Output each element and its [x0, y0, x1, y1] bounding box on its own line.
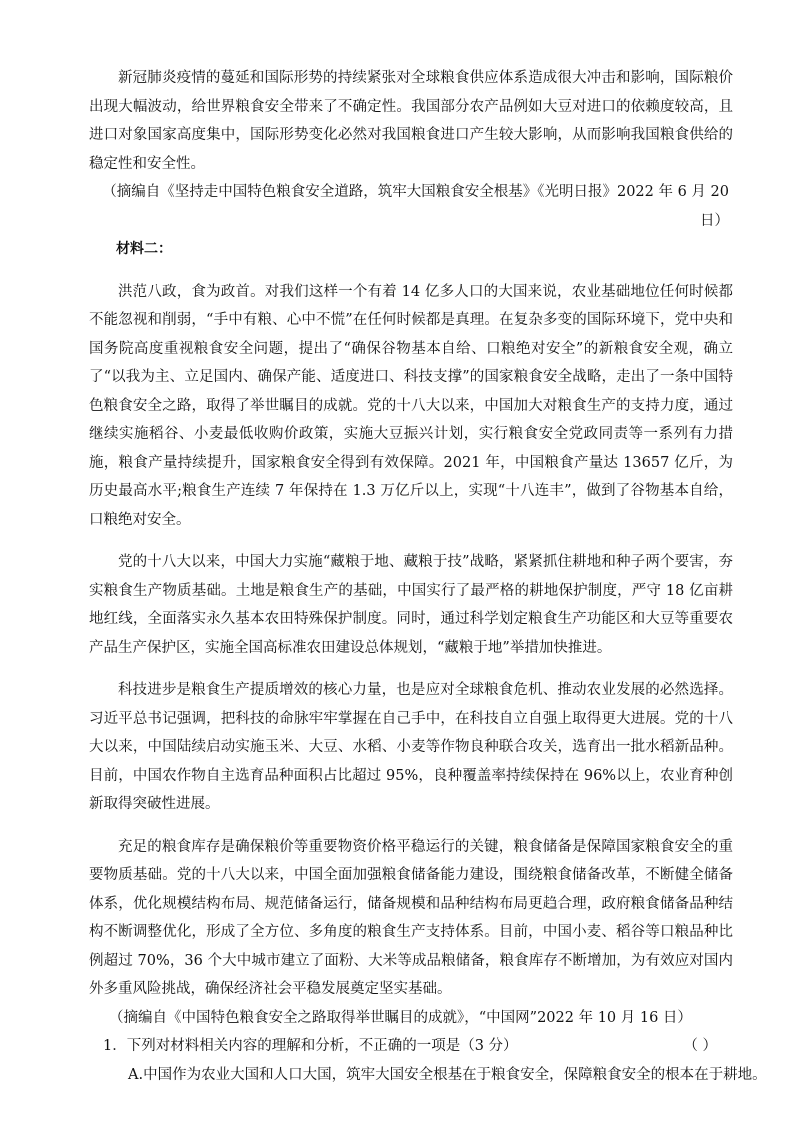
- material2-heading: 材料二：: [116, 241, 172, 257]
- material1-paragraph: 新冠肺炎疫情的蔓延和国际形势的持续紧张对全球粮食供应体系造成很大冲击和影响，国际粮价出现大幅波动，给世界粮食安全带来了不确定性。我国部分农产品例如大豆对进口的依赖度较高，且进口对象国家高度集中，国际形势变化必然对我国粮食进口产生较大影响，从而影响我国粮食供给的稳定性和安全性。: [89, 70, 733, 172]
- material2-paragraph-1: 洪范八政，食为政首。对我们这样一个有着 14 亿多人口的大国来说，农业基础地位任何时候都不能忽视和削弱，“手中有粮、心中不慌”在任何时候都是真理。在复杂多变的国际环境下，党中央和国务院高度重视粮食安全问题，提出了“确保谷物基本自给、口粮绝对安全”的新粮食安全观，确立了“以我为主、立足国内、确保产能、适度进口、科技支撑”的国家粮食安全战略，走出了一条中国特色粮食安全之路，取得了举世瞩目的成就。党的十八大以来，中国加大对粮食生产的支持力度，通过继续实施稻谷、小麦最低收购价政策，实施大豆振兴计划，实行粮食安全党政同责等一系列有力措施，粮食产量持续提升，国家粮食安全得到有效保障。2021 年，中国粮食产量达 13657 亿斤，为历史最高水平;粮食生产连续 7 年保持在 1.3 万亿斤以上，实现“十八连丰”，做到了谷物基本自给，口粮绝对安全。: [89, 283, 733, 528]
- material2-paragraph-4: 充足的粮食库存是确保粮价等重要物资价格平稳运行的关键，粮食储备是保障国家粮食安全的重要物质基础。党的十八大以来，中国全面加强粮食储备能力建设，围绕粮食储备改革，不断健全储备体系，优化规模结构布局、规范储备运行，储备规模和品种结构布局更趋合理，政府粮食储备品种结构不断调整优化，形成了全方位、多角度的粮食生产支持体系。目前，中国小麦、稻谷等口粮品种比例超过 70%，36 个大中城市建立了面粉、大米等成品粮储备，粮食库存不断增加，为有效应对国内外多重风险挑战，确保经济社会平稳发展奠定坚实基础。: [89, 838, 733, 997]
- material2-paragraph-3: 科技进步是粮食生产提质增效的核心力量，也是应对全球粮食危机、推动农业发展的必然选择。习近平总书记强调，把科技的命脉牢牢掌握在自己手中，在科技自立自强上取得更大进展。党的十八大以来，中国陆续启动实施玉米、大豆、水稻、小麦等作物良种联合攻关，选育出一批水稻新品种。目前，中国农作物自主选育品种面积占比超过 95%，良种覆盖率持续保持在 96%以上，农业育种创新取得突破性进展。: [89, 682, 733, 812]
- question-1-option-a: A.中国作为农业大国和人口大国，筑牢大国安全根基在于粮食安全，保障粮食安全的根本在于耕地。: [128, 1066, 767, 1083]
- question-1: [89, 1032, 733, 1061]
- material1-source: （摘编自《坚持走中国特色粮食安全道路，筑牢大国粮食安全根基》《光明日报》2022 年 6 月 20 日）: [102, 184, 729, 229]
- material2-paragraph-2: 党的十八大以来，中国大力实施“藏粮于地、藏粮于技”战略，紧紧抓住耕地和种子两个要害，夯实粮食生产物质基础。土地是粮食生产的基础，中国实行了最严格的耕地保护制度，严守 18 亿亩耕地红线，全面落实永久基本农田特殊保护制度。同时，通过科学划定粮食生产功能区和大豆等重要农产品生产保护区，实施全国高标准农田建设总体规划，“藏粮于地”举措加快推进。: [89, 554, 733, 656]
- material2-source: （摘编自《中国特色粮食安全之路取得举世瞩目的成就》，“中国网”2022 年 10 月 16 日）: [109, 1009, 692, 1026]
- question-1-stem: 1．下列对材料相关内容的理解和分析，不正确的一项是（3 分）: [103, 1038, 518, 1054]
- answer-bracket: （ ）: [683, 1038, 717, 1054]
